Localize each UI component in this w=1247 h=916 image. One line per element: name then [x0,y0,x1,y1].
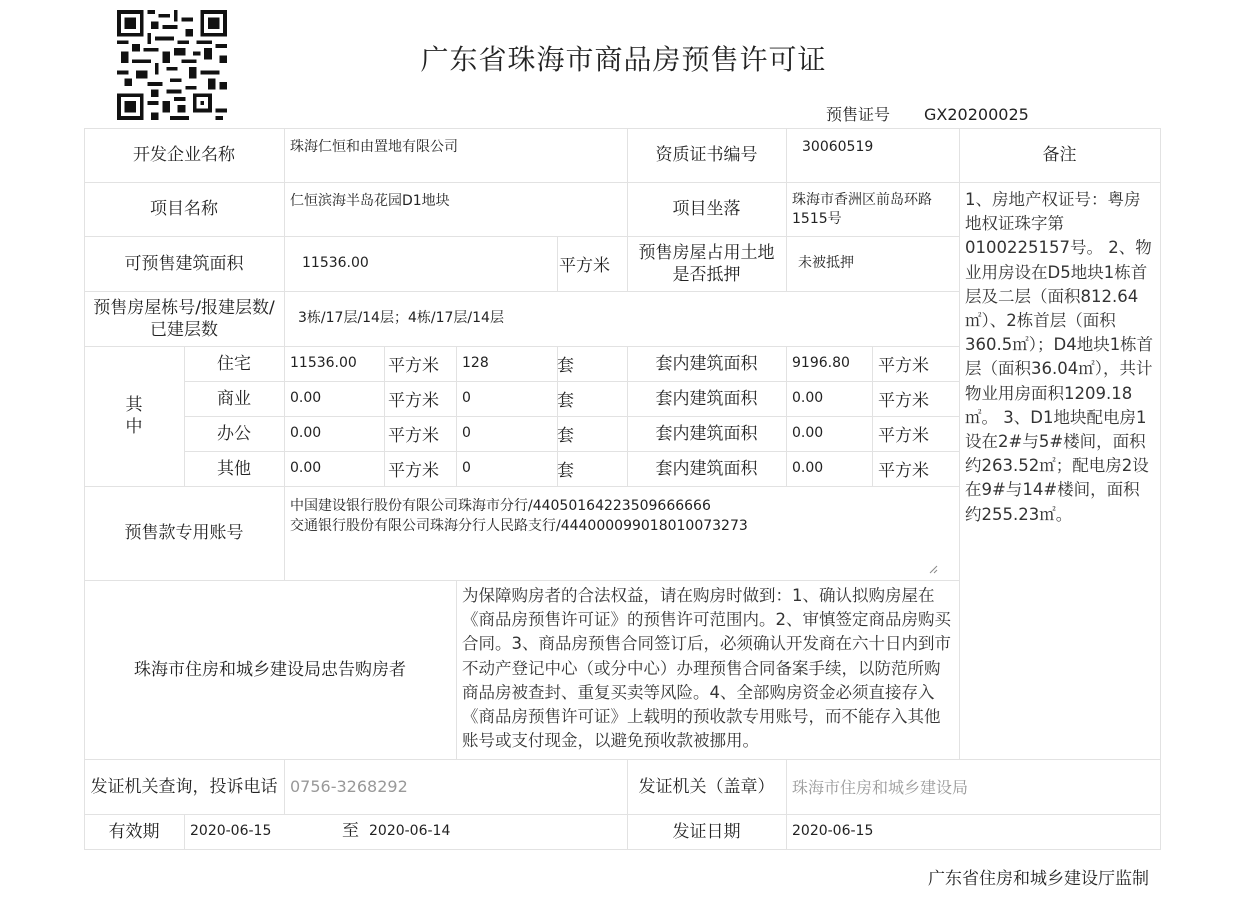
area-unit: 平方米 [557,236,628,292]
page-title: 广东省珠海市商品房预售许可证 [420,43,827,76]
other-inner-value: 0.00 [786,451,873,487]
office-count: 0 [456,416,558,452]
qualification-label: 资质证书编号 [627,128,787,183]
residential-count: 128 [456,346,558,382]
validity-to-label: 至 [342,821,359,841]
issuer-label: 发证机关（盖章） [627,759,787,815]
warning-label: 珠海市住房和城乡建设局忠告购房者 [84,580,457,760]
commercial-inner-value: 0.00 [786,381,873,417]
remarks-text: 1、房地产权证号：粤房地权证珠字第0100225157号。 2、物业用房设在D5地块1栋首层及二层（面积812.64㎡）、2栋首层（面积360.5㎡）；D4地块1栋首层（面积36.04㎡），共计物业用房面积1209.18㎡。 3、D1地块配电房1设在2#与5#楼间，面积约263.52㎡；配电房2设在9#与14#楼间，面积约255.23㎡。 [959,182,1161,760]
commercial-count-unit: 套 [557,381,628,417]
phone-label: 发证机关查询，投诉电话 [84,759,285,815]
commercial-count: 0 [456,381,558,417]
commercial-area-unit: 平方米 [384,381,457,417]
mortgage-value: 未被抵押 [786,236,960,292]
residential-area-unit: 平方米 [384,346,457,382]
issuer-value: 珠海市住房和城乡建设局 [786,759,1161,815]
cert-number [826,102,1029,125]
remarks-label: 备注 [959,128,1161,183]
breakdown-label: 其中 [84,346,185,487]
office-inner-value: 0.00 [786,416,873,452]
commercial-area: 0.00 [284,381,385,417]
location-value: 珠海市香洲区前岛环路1515号 [786,182,960,237]
validity-label: 有效期 [84,814,185,850]
buildings-label: 预售房屋栋号/报建层数/已建层数 [84,291,285,347]
office-inner-label: 套内建筑面积 [627,416,787,452]
warning-text: 为保障购房者的合法权益，请在购房时做到：1、确认拟购房屋在《商品房预售许可证》的预售许可范围内。2、审慎签定商品房购买合同。3、商品房预售合同签订后，必须确认开发商在六十日内到市不动产登记中心（或分中心）办理预售合同备案手续，以防范所购商品房被查封、重复买卖等风险。4、全部购房资金必须直接存入《商品房预售许可证》上载明的预收款专用账号，而不能存入其他账号或支付现金，以避免预收款被挪用。 [456,580,960,760]
phone-value: 0756-3268292 [284,759,628,815]
location-label: 项目坐落 [627,182,787,237]
project-value: 仁恒滨海半岛花园D1地块 [284,182,628,237]
validity-range [184,814,628,850]
developer-label: 开发企业名称 [84,128,285,183]
area-value: 11536.00 [284,236,558,292]
office-count-unit: 套 [557,416,628,452]
footer-note: 广东省住房和城乡建设厅监制 [928,869,1149,889]
residential-count-unit: 套 [557,346,628,382]
office-area: 0.00 [284,416,385,452]
other-count: 0 [456,451,558,487]
other-area: 0.00 [284,451,385,487]
issue-date-value: 2020-06-15 [786,814,1161,850]
commercial-inner-label: 套内建筑面积 [627,381,787,417]
account-textarea[interactable] [284,488,940,576]
qualification-value: 30060519 [786,128,960,183]
commercial-type: 商业 [184,381,285,417]
other-inner-label: 套内建筑面积 [627,451,787,487]
other-inner-unit: 平方米 [872,451,960,487]
residential-inner-unit: 平方米 [872,346,960,382]
account-line-1: 中国建设银行股份有限公司珠海市分行/44050164223509666666 [290,498,711,514]
validity-to: 2020-06-14 [369,823,451,839]
residential-inner-label: 套内建筑面积 [627,346,787,382]
issue-date-label: 发证日期 [627,814,787,850]
mortgage-label: 预售房屋占用土地是否抵押 [627,236,787,292]
account-line-2: 交通银行股份有限公司珠海分行人民路支行/444000099018010073273 [290,518,748,534]
office-inner-unit: 平方米 [872,416,960,452]
office-type: 办公 [184,416,285,452]
resize-grip-icon[interactable] [928,564,938,574]
area-label: 可预售建筑面积 [84,236,285,292]
buildings-value: 3栋/17层/14层；4栋/17层/14层 [284,291,960,347]
cert-number-label: 预售证号 [826,105,891,124]
office-area-unit: 平方米 [384,416,457,452]
other-type: 其他 [184,451,285,487]
project-label: 项目名称 [84,182,285,237]
validity-from: 2020-06-15 [190,823,272,839]
commercial-inner-unit: 平方米 [872,381,960,417]
residential-area: 11536.00 [284,346,385,382]
residential-inner-value: 9196.80 [786,346,873,382]
developer-value: 珠海仁恒和由置地有限公司 [284,128,628,183]
other-count-unit: 套 [557,451,628,487]
account-label: 预售款专用账号 [84,486,285,581]
other-area-unit: 平方米 [384,451,457,487]
cert-number-value: GX20200025 [924,105,1029,124]
residential-type: 住宅 [184,346,285,382]
